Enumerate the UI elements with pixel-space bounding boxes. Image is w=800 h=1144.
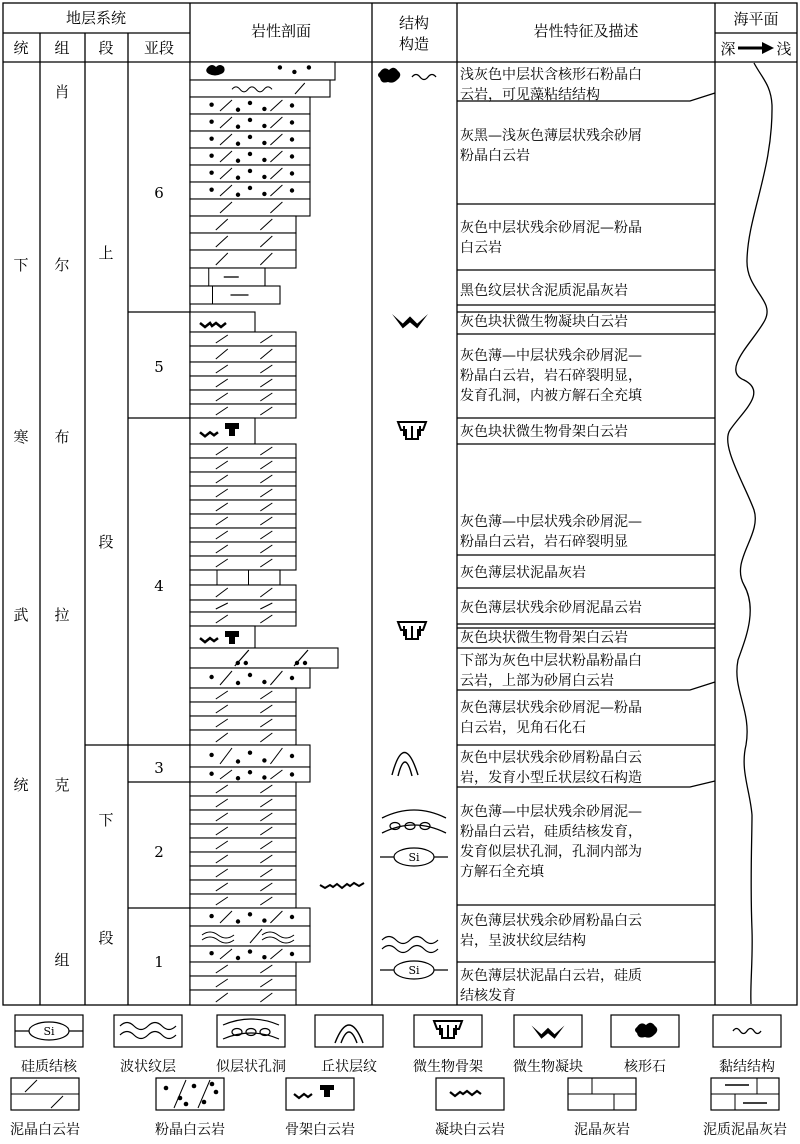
lithology-bed [190,131,310,148]
submember-number: 6 [154,184,164,202]
lithology-bed [190,612,296,626]
formation-char: 拉 [54,606,70,624]
member-char: 段 [98,533,114,551]
submember-labels [154,184,164,971]
lithology-bed [190,376,296,390]
legend-stratiform-vug-icon [216,1015,286,1075]
member-char: 上 [98,244,114,262]
microbial-clot-icon [320,883,364,888]
description-line: 灰色薄层状残余砂屑粉晶白云 [460,913,642,929]
lithology-bed [190,990,296,1005]
legend-label: 硅质结核 [21,1059,77,1075]
lithology-bed [190,268,265,286]
description-line: 下部为灰色中层状粉晶粉晶白 [460,653,642,669]
member-char: 下 [98,811,114,829]
lithology-bed [190,80,330,97]
legend-label: 波状纹层 [120,1059,176,1075]
lithology-bed [190,312,255,332]
lithology-bed [190,182,310,199]
lithology-bed [190,866,296,880]
series-char: 下 [13,256,29,274]
description-line: 云岩，可见藻粘结结构 [460,87,600,103]
legend-micritic-limestone-pattern [568,1078,636,1138]
header-submember: 亚段 [143,39,175,57]
lithology-bed [190,880,296,894]
submember-number: 5 [154,358,164,376]
lithology-bed [190,418,255,444]
lithology-bed [190,114,310,131]
description-line: 灰色中层状残余砂屑泥—粉晶 [460,220,642,236]
formation-char: 克 [54,776,70,794]
formation-char: 尔 [54,256,70,274]
formation-char: 肖 [54,83,70,101]
legend-powder-dolomite-pattern [155,1078,225,1138]
lithology-bed [190,390,296,404]
structure-symbols [320,68,448,979]
legend-label: 泥质泥晶灰岩 [703,1122,787,1138]
series-char: 武 [13,606,29,624]
member-char: 段 [98,929,114,947]
lithology-bed [190,688,296,702]
legend-label: 丘状层纹 [321,1059,377,1075]
lithology-bed [190,528,296,542]
lithology-bed [190,810,296,824]
lithology-bed [190,926,310,946]
legend-label: 泥晶白云岩 [10,1122,80,1138]
lithology-bed [190,730,296,745]
series-char: 统 [13,776,29,794]
descriptions [460,66,643,1004]
deep-to-shallow-arrow-icon [738,42,774,54]
si-label: Si [408,964,420,977]
lithology-bed [190,216,296,233]
submember-number: 3 [154,759,164,777]
description-line: 灰色薄层状泥晶白云岩，硅质 [460,968,642,984]
lithology-bed [190,946,310,962]
description-line: 灰黑—浅灰色薄层状残余砂屑 [460,128,642,144]
header-member: 段 [98,39,114,57]
lithology-bed [190,233,296,250]
legend-argillaceous-limestone-pattern [703,1078,787,1138]
header-lithology: 岩性剖面 [250,22,312,40]
lithology-bed [190,62,335,80]
lithology-bed [190,165,310,182]
lithology-bed [190,767,310,782]
description-line: 岩，呈波状纹层结构 [460,933,586,949]
legend-microbial-clot-icon [513,1015,583,1075]
submember-number: 2 [154,843,164,861]
legend-siliceous-nodule-icon [15,1015,83,1075]
si-label: Si [43,1025,55,1038]
lithology-bed [190,796,296,810]
lithology-bed [190,514,296,528]
lithology-bed [190,702,296,716]
microbial-clot-icon [392,314,428,328]
legend-label: 粉晶白云岩 [155,1122,225,1138]
lithology-bed [190,600,296,612]
description-line: 灰色中层状残余砂屑粉晶白云 [460,750,642,766]
microbial-skeleton-icon [398,422,426,439]
lithology-bed [190,346,296,362]
description-line: 灰色薄层状残余砂屑泥—粉晶 [460,700,642,716]
header-structure-1: 结构 [398,14,430,32]
lithology-bed [190,500,296,514]
lithology-bed [190,852,296,866]
header-shallow: 浅 [776,40,792,58]
legend-clotted-dolomite-pattern [435,1078,505,1138]
legend-stromatolite-dome-icon [315,1015,383,1075]
formation-char: 组 [54,951,70,969]
legend-label: 黏结结构 [719,1059,775,1075]
lithology-bed [190,838,296,852]
binding-structure-icon [412,75,436,80]
lithology-bed [190,472,296,486]
header-formation: 组 [54,39,70,57]
stromatolite-dome-icon [392,753,418,777]
legend-label: 核形石 [624,1059,666,1075]
lithology-bed [190,97,310,114]
legend-skeletal-dolomite-pattern [285,1078,355,1138]
lithology-bed [190,458,296,472]
lithology-bed [190,286,280,304]
lithology-bed [190,716,296,730]
submember-number: 1 [154,953,164,971]
description-line: 方解石全充填 [460,864,544,880]
lithology-bed [190,626,255,648]
lithology-bed [190,332,296,346]
lithology-bed [190,444,296,458]
description-line: 粉晶白云岩，岩石碎裂明显， [460,368,642,384]
lithology-bed [190,486,296,500]
description-line: 灰色薄层状残余砂屑泥晶云岩 [460,600,642,616]
legend-label: 似层状孔洞 [216,1059,286,1075]
sea-level-curve [728,63,772,1004]
description-line: 黑色纹层状含泥质泥晶灰岩 [460,283,628,299]
legend-label: 凝块白云岩 [435,1122,505,1138]
legend-binding-structure-icon [713,1015,781,1075]
lithology-bed [190,404,296,418]
description-line: 发育孔洞，内被方解石全充填 [460,388,642,404]
legend [10,1015,787,1138]
lithology-bed [190,362,296,376]
legend-micritic-dolomite-pattern [10,1078,80,1138]
description-line: 粉晶白云岩，硅质结核发育， [460,824,642,840]
description-line: 灰色薄—中层状残余砂屑泥— [460,804,642,820]
lithology-bed [190,908,310,926]
lithology-bed [190,745,310,767]
header-structure-2: 构造 [398,35,430,53]
description-line: 岩，发育小型丘状层纹石构造 [460,770,642,786]
header-sea-level: 海平面 [733,10,779,28]
microbial-skeleton-icon [398,622,426,639]
description-line: 灰色块状微生物凝块白云岩 [460,314,628,330]
wavy-lamination-icon [382,937,438,953]
series-labels [13,256,28,794]
header-series: 统 [13,39,29,57]
description-line: 灰色块状微生物骨架白云岩 [460,424,628,440]
legend-wavy-lamination-icon [114,1015,182,1075]
description-line: 浅灰色中层状含核形石粉晶白 [460,67,642,83]
description-line: 灰色薄—中层状残余砂屑泥— [460,514,642,530]
lithology-bed [190,782,296,796]
description-line: 白云岩，见角石化石 [460,720,586,736]
lithology-bed [190,824,296,838]
si-label: Si [408,851,420,864]
formation-labels [54,83,69,969]
siliceous-nodule-icon [380,961,448,979]
description-line: 发育似层状孔洞，孔洞内部为 [460,844,642,860]
series-char: 寒 [13,428,29,446]
legend-label: 骨架白云岩 [285,1122,355,1138]
submember-number: 4 [154,577,164,595]
legend-microbial-skeleton-icon [413,1015,483,1075]
legend-oncoid-icon [611,1015,679,1075]
lithology-bed [190,250,296,268]
lithology-column [190,62,338,1005]
siliceous-nodule-icon [380,848,448,866]
stratiform-vug-icon [382,810,446,833]
description-line: 灰色块状微生物骨架白云岩 [460,630,628,646]
lithology-bed [190,148,310,165]
description-line: 白云岩 [460,240,502,256]
header-deep: 深 [720,40,736,58]
lithology-bed [190,962,296,976]
description-line: 云岩，上部为砂屑白云岩 [460,673,614,689]
header-description: 岩性特征及描述 [533,22,639,40]
header-stratigraphy: 地层系统 [65,9,127,27]
description-line: 粉晶白云岩，岩石碎裂明显 [460,534,628,550]
oncoid-icon [378,68,400,83]
lithology-bed [190,542,296,556]
legend-label: 微生物骨架 [413,1059,483,1075]
lithology-bed [190,648,338,668]
formation-char: 布 [54,428,70,446]
lithology-bed [190,668,310,688]
lithology-bed [190,976,296,990]
description-line: 结核发育 [460,988,516,1004]
lithology-bed [190,894,296,908]
lithology-bed [190,585,296,600]
legend-label: 微生物凝块 [513,1059,583,1075]
lithology-bed [190,570,280,585]
legend-label: 泥晶灰岩 [574,1122,630,1138]
member-labels [98,244,113,947]
description-line: 灰色薄—中层状残余砂屑泥— [460,348,642,364]
description-line: 灰色薄层状泥晶灰岩 [460,565,586,581]
lithology-bed [190,556,296,570]
description-line: 粉晶白云岩 [460,148,530,164]
lithology-bed [190,199,310,216]
